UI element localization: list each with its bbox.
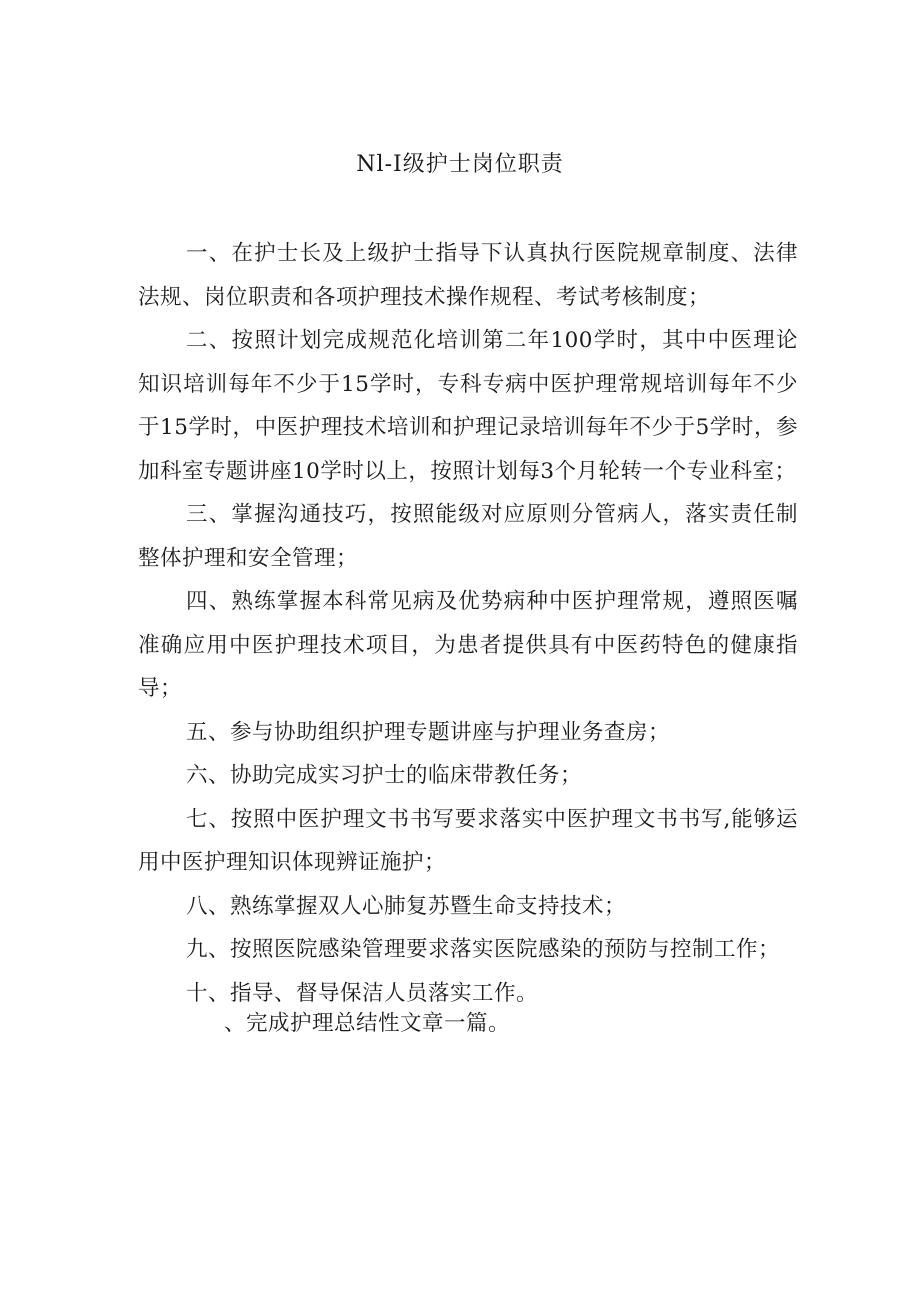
duty-item-9: 九、按照医院感染管理要求落实医院感染的预防与控制工作； — [186, 937, 781, 962]
duty-item-7: 七、按照中医护理文书书写要求落实中医护理文书书写,能够运用中医护理知识体现辨证施护； — [138, 806, 798, 875]
duty-item-8: 八、熟练掌握双人心肺复苏暨生命支持技术； — [186, 893, 627, 919]
duty-item-5: 五、参与协助组织护理专题讲座与护理业务查房； — [186, 719, 671, 745]
duty-item-3: 三、掌握沟通技巧，按照能级对应原则分管病人，落实责任制整体护理和安全管理； — [138, 502, 798, 571]
duty-item-11: 、完成护理总结性文章一篇。 — [224, 1011, 511, 1036]
document-title: Nl-I级护士岗位职责 — [356, 152, 564, 177]
duty-item-1: 一、在护士长及上级护士指导下认真执行医院规章制度、法律法规、岗位职责和各项护理技术操作规程、考试考核制度； — [138, 241, 798, 310]
duty-item-2: 二、按照计划完成规范化培训第二年100学时，其中中医理论知识培训每年不少于15学时，专科专病中医护理常规培训每年不少于15学时，中医护理技术培训和护理记录培训每年不少于5学时，参加科室专题讲座10学时以上，按照计划每3个月轮转一个专业科室； — [138, 328, 798, 484]
duty-item-10: 十、指导、督导保洁人员落实工作。 — [186, 980, 539, 1006]
duty-item-4: 四、熟练掌握本科常见病及优势病种中医护理常规，遵照医嘱准确应用中医护理技术项目，为患者提供具有中医药特色的健康指导； — [138, 589, 798, 701]
document-body — [138, 232, 798, 1039]
duty-item-6: 六、协助完成实习护士的临床带教任务； — [186, 763, 583, 788]
